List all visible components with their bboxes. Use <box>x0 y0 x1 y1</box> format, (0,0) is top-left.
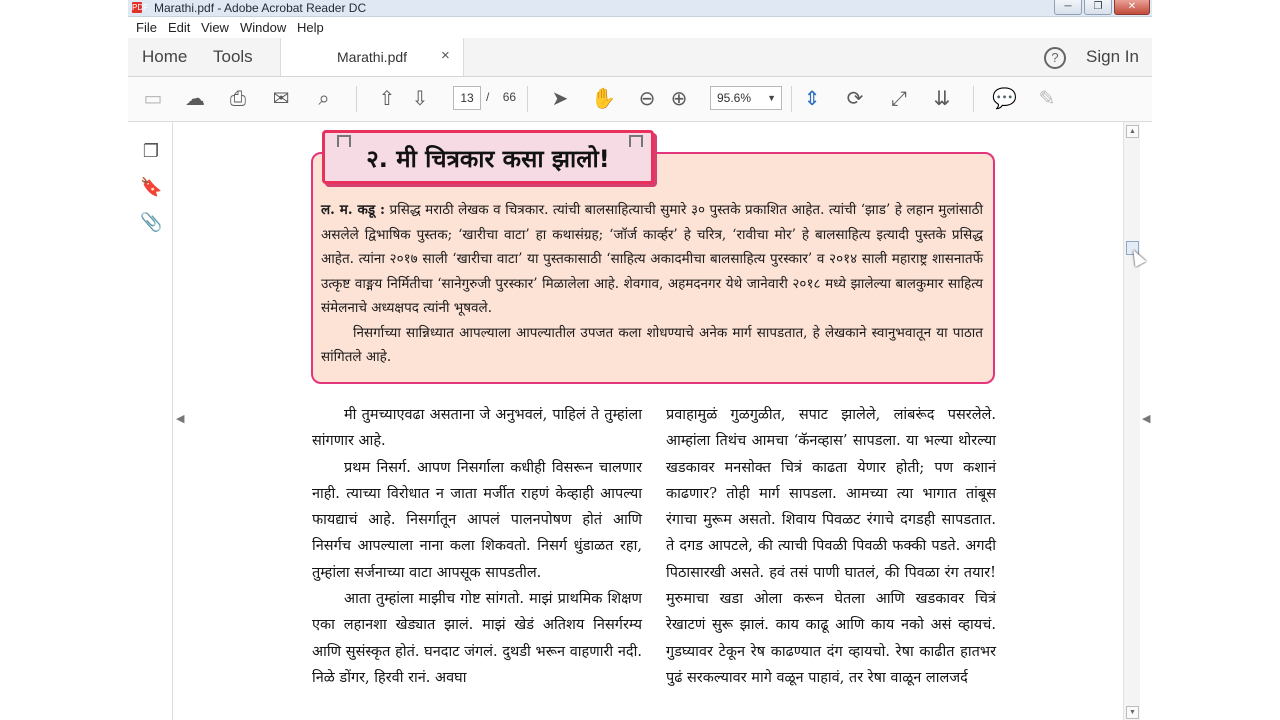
right-column <box>666 402 996 691</box>
zoom-out-icon[interactable]: ⊖ <box>638 88 656 110</box>
toolbar <box>128 77 1152 122</box>
page-down-icon[interactable]: ⇩ <box>411 88 429 110</box>
paragraph: आता तुम्हांला माझीच गोष्ट सांगतो. माझं प्राथमिक शिक्षण एका लहानशा खेड्यात झालं. माझं खेडं अतिशय निसर्गरम्य आणि सुसंस्कृत होतं. घनदाट जंगलं. दुथडी भरून वाहणारी नदी. निळे डोंगर, हिरवी रानं. अवघा <box>312 591 642 686</box>
vertical-scrollbar[interactable] <box>1123 122 1140 720</box>
tab-tools[interactable]: Tools <box>213 47 253 66</box>
scroll-up-icon[interactable]: ▲ <box>1126 125 1139 138</box>
full-screen-icon[interactable]: ⤢ <box>891 88 907 110</box>
menu-window[interactable]: Window <box>240 20 287 35</box>
paragraph: मी तुमच्याएवढा असताना जे अनुभवलं, पाहिलं ते तुम्हांला सांगणार आहे. <box>312 407 642 450</box>
close-icon[interactable]: ✕ <box>1114 0 1150 15</box>
toolbar-separator <box>791 86 792 112</box>
upload-icon[interactable]: ☁ <box>185 88 205 110</box>
search-icon[interactable]: ⌕ <box>318 88 330 110</box>
zoom-value: 95.6% <box>717 91 752 105</box>
zoom-in-icon[interactable]: ⊕ <box>670 88 688 110</box>
rotate-icon[interactable]: ⟳ <box>846 88 864 110</box>
menu-file[interactable]: File <box>136 20 157 35</box>
right-panel-expand-icon[interactable]: ◀ <box>1142 413 1151 425</box>
left-column <box>312 402 642 691</box>
intro-paragraph-1: प्रसिद्ध मराठी लेखक व चित्रकार. त्यांची बालसाहित्याची सुमारे ३० पुस्तके प्रकाशित आहेत. त्यांची ‘झाड’ हे लहान मुलांसाठी असलेले द्विभाषिक पुस्तक; ‘खारीचा वाटा’ हा कथासंग्रह; ‘जॉर्ज कार्व्हर’ हे चरित्र, ‘रावीचा मोर’ हे बालसाहित्य इत्यादी पुस्तके प्रसिद्ध आहेत. त्यांना २०१७ साली ‘खारीचा वाटा’ या पुस्तकासाठी ‘साहित्य अकादमीचा बालसाहित्य पुरस्कार’ व २०१४ साली महाराष्ट्र शासनातर्फे उत्कृष्ट वाङ्मय निर्मितीचा ‘सानेगुरुजी पुरस्कार’ मिळालेला आहे. शेवगाव, अहमदनगर येथे जानेवारी २०१८ मध्ये झालेल्या बालकुमार साहित्य संमेलनाचे अध्यक्षपद त्यांनी भूषवले. <box>321 202 983 316</box>
acrobat-window <box>128 0 1152 720</box>
page-up-icon[interactable]: ⇧ <box>378 88 396 110</box>
document-view <box>186 122 1118 720</box>
left-panel-collapse-icon[interactable]: ◀ <box>176 413 185 425</box>
save-icon[interactable]: ▭ <box>143 88 163 110</box>
select-arrow-icon[interactable]: ➤ <box>551 88 569 110</box>
page-number-input[interactable]: 13 <box>453 86 481 110</box>
help-icon[interactable]: ? <box>1044 47 1066 69</box>
title-bar <box>128 0 1152 17</box>
intro-paragraph-2: निसर्गाच्या सान्निध्यात आपल्याला आपल्यातील उपजत कला शोधण्याचे अनेक मार्ग सापडतात, हे लेखकाने स्वानुभवातून या पाठात सांगितले आहे. <box>321 324 983 365</box>
tab-document[interactable] <box>280 38 464 76</box>
minimize-icon[interactable]: ─ <box>1054 0 1082 15</box>
window-title: Marathi.pdf - Adobe Acrobat Reader DC <box>154 1 367 15</box>
comment-icon[interactable]: 💬 <box>992 88 1017 110</box>
email-icon[interactable]: ✉ <box>272 88 290 110</box>
paragraph: प्रवाहामुळं गुळगुळीत, सपाट झालेले, लांबरूंद पसरलेले. आम्हांला तिथंच आमचा ‘कॅनव्हास’ सापडला. या भल्या थोरल्या खडकावर मनसोक्त चित्रं काढता येणार होती; पण कशानं काढणार? तोही मार्ग सापडला. आमच्या त्या भागात तांबूस रंगाचा मुरूम असतो. शिवाय पिवळट रंगाचे दगडही सापडतात. ते दगड आपटले, की त्याची पिवळी पिवळी फक्की पडते. अगदी पिठासारखी असते. हवं तसं पाणी घातलं, की पिवळा रंग तयार! मुरुमाचा खडा ओला करून घेतला आणि खडकावर चित्रं रेखाटणं सुरू झालं. काय काढू आणि काय नको असं व्हायचं. गुडघ्यावर टेकून रेष काढण्यात दंग व्हायचो. रेषा काढीत हातभर पुढं सरकल्यावर मागे वळून पाहावं, तर रेषा वाळून लालजर्द <box>666 407 996 686</box>
menu-bar <box>128 17 1152 38</box>
paragraph: प्रथम निसर्ग. आपण निसर्गाला कधीही विसरून चालणार नाही. त्याच्या विरोधात न जाता मर्जीत राहणं केव्हाही आपल्या फायद्याचं आहे. निसर्गातून आपलं पालनपोषण होतं आणि निसर्गच आपल्याला नाना कला शिकवतो. निसर्ग धुंडाळत रहा, तुम्हांला सर्जनाच्या वाटा आपसूक सापडतील. <box>312 459 642 581</box>
page-total <box>486 90 516 104</box>
left-panel <box>128 122 173 720</box>
attachment-icon[interactable]: 📎 <box>140 212 163 232</box>
acrobat-app-icon: PDF <box>132 3 148 12</box>
scroll-mode-icon[interactable]: ⇊ <box>933 88 951 110</box>
bookmark-icon[interactable]: 🔖 <box>140 177 163 197</box>
document-tab-label: Marathi.pdf <box>337 49 408 65</box>
fit-page-icon[interactable]: ⇕ <box>803 88 821 110</box>
scroll-down-icon[interactable]: ▼ <box>1126 706 1139 719</box>
restore-icon[interactable]: ❐ <box>1084 0 1112 15</box>
page-separator: / <box>486 90 490 104</box>
chapter-title: २. मी चित्रकार कसा झालो! <box>366 145 610 173</box>
chevron-down-icon: ▼ <box>767 93 776 103</box>
intro-box <box>311 152 995 384</box>
menu-edit[interactable]: Edit <box>168 20 191 35</box>
zoom-select[interactable] <box>710 86 782 110</box>
tab-home[interactable]: Home <box>142 47 188 66</box>
toolbar-separator <box>973 86 974 112</box>
pen-icon[interactable]: ✎ <box>1038 88 1056 110</box>
total-pages: 66 <box>502 90 517 104</box>
intro-text <box>321 198 983 370</box>
pages-icon[interactable]: ❐ <box>142 141 160 161</box>
tab-bar <box>128 38 1152 77</box>
toolbar-separator <box>356 86 357 112</box>
menu-help[interactable]: Help <box>297 20 324 35</box>
intro-author: ल. म. कडू : <box>321 202 385 218</box>
chapter-title-box <box>322 130 654 184</box>
print-icon[interactable]: ⎙ <box>230 88 246 110</box>
sign-in-link[interactable]: Sign In <box>1086 47 1139 66</box>
close-tab-icon[interactable]: × <box>441 47 450 64</box>
hand-icon[interactable]: ✋ <box>591 88 616 110</box>
menu-view[interactable]: View <box>201 20 229 35</box>
toolbar-separator <box>527 86 528 112</box>
